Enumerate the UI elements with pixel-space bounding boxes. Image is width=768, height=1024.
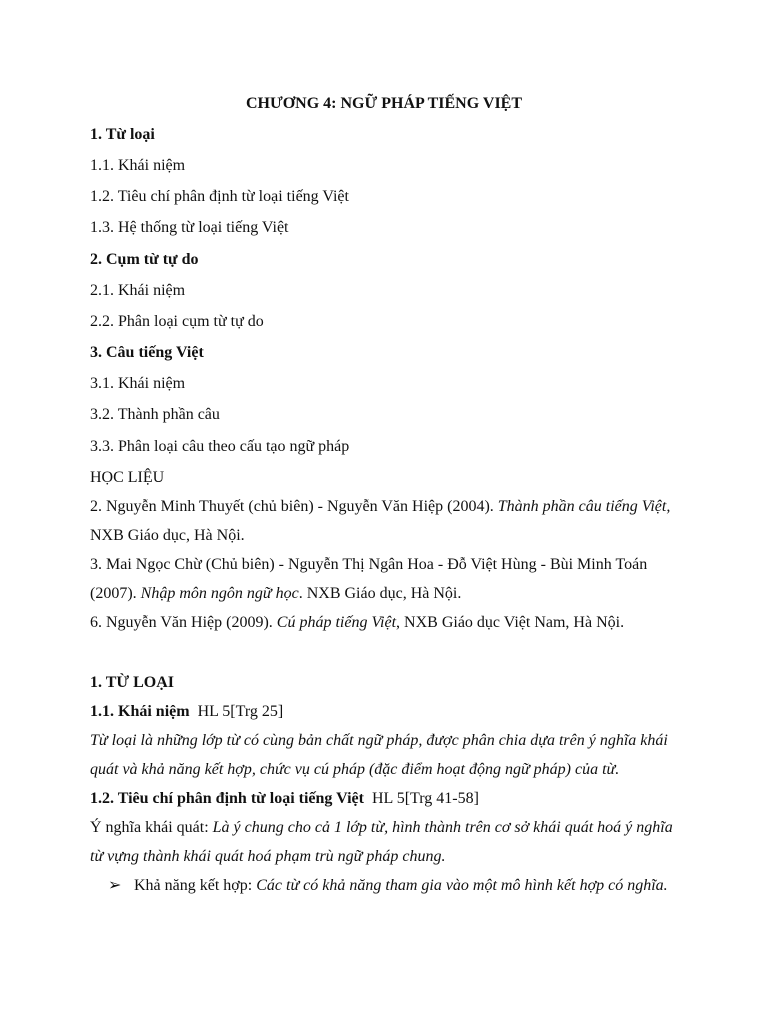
reference-6-publisher: , NXB Giáo dục Việt Nam, Hà Nội. — [396, 614, 625, 631]
outline-section-2: 2. Cụm từ tự do — [90, 251, 199, 268]
definition-line-1: Từ loại là những lớp từ có cùng bản chất ngữ pháp, được phân chia dựa trên ý nghĩa khái — [90, 732, 668, 749]
general-meaning-line-1 — [90, 818, 680, 838]
reference-3-line-2 — [90, 584, 680, 604]
reference-3-year: (2007). — [90, 585, 141, 602]
combination-text: Các từ có khả năng tham gia vào một mô hình kết hợp có nghĩa. — [256, 877, 668, 894]
general-meaning-line-2: từ vựng thành khái quát hoá phạm trù ngữ pháp chung. — [90, 848, 446, 865]
reference-6 — [90, 613, 680, 633]
section-1-1-title: 1.1. Khái niệm — [90, 703, 190, 720]
general-meaning-label: Ý nghĩa khái quát: — [90, 819, 213, 836]
reference-6-authors: 6. Nguyễn Văn Hiệp (2009). — [90, 614, 277, 631]
combination-label: Khả năng kết hợp: — [134, 877, 257, 894]
reference-3-title: Nhập môn ngôn ngữ học — [140, 585, 299, 602]
reference-6-title: Cú pháp tiếng Việt — [276, 614, 397, 631]
section-1-1-heading — [90, 702, 680, 722]
outline-item-1-1: 1.1. Khái niệm — [90, 157, 186, 174]
chapter-title: CHƯƠNG 4: NGỮ PHÁP TIẾNG VIỆT — [245, 95, 523, 112]
references-heading: HỌC LIỆU — [90, 469, 165, 486]
outline-item-3-2: 3.2. Thành phần câu — [90, 406, 220, 423]
reference-3-publisher: . NXB Giáo dục, Hà Nội. — [298, 585, 462, 602]
outline-item-2-2: 2.2. Phân loại cụm từ tự do — [90, 313, 264, 330]
section-1-2-heading — [90, 789, 680, 809]
outline-item-1-2: 1.2. Tiêu chí phân định từ loại tiếng Việt — [90, 188, 349, 205]
section-1-2-ref: HL 5[Trg 41-58] — [363, 790, 479, 807]
outline-section-1: 1. Từ loại — [90, 126, 155, 143]
general-meaning-text: Là ý chung cho cả 1 lớp từ, hình thành trên cơ sở khái quát hoá ý nghĩa — [212, 819, 673, 836]
reference-2-authors: 2. Nguyễn Minh Thuyết (chủ biên) - Nguyễn Văn Hiệp (2004). — [90, 498, 498, 515]
outline-item-3-3: 3.3. Phân loại câu theo cấu tạo ngữ pháp — [90, 438, 350, 455]
definition-line-2: quát và khả năng kết hợp, chức vụ cú pháp (đặc điểm hoạt động ngữ pháp) của từ. — [90, 761, 620, 778]
combination-bullet — [108, 876, 680, 896]
section-1-1-ref: HL 5[Trg 25] — [189, 703, 284, 720]
outline-section-3: 3. Câu tiếng Việt — [90, 344, 204, 361]
reference-2-line-1 — [90, 497, 680, 517]
outline-item-1-3: 1.3. Hệ thống từ loại tiếng Việt — [90, 219, 289, 236]
arrow-bullet-icon: ➢ — [108, 877, 122, 894]
reference-2-publisher: NXB Giáo dục, Hà Nội. — [90, 527, 245, 544]
reference-3-authors: 3. Mai Ngọc Chừ (Chủ biên) - Nguyễn Thị Ngân Hoa - Đỗ Việt Hùng - Bùi Minh Toán — [90, 556, 648, 573]
outline-item-2-1: 2.1. Khái niệm — [90, 282, 186, 299]
reference-2-title: Thành phần câu tiếng Việt, — [497, 498, 671, 515]
section-1-2-title: 1.2. Tiêu chí phân định từ loại tiếng Việt — [90, 790, 364, 807]
outline-item-3-1: 3.1. Khái niệm — [90, 375, 186, 392]
content-heading: 1. TỪ LOẠI — [90, 674, 175, 691]
